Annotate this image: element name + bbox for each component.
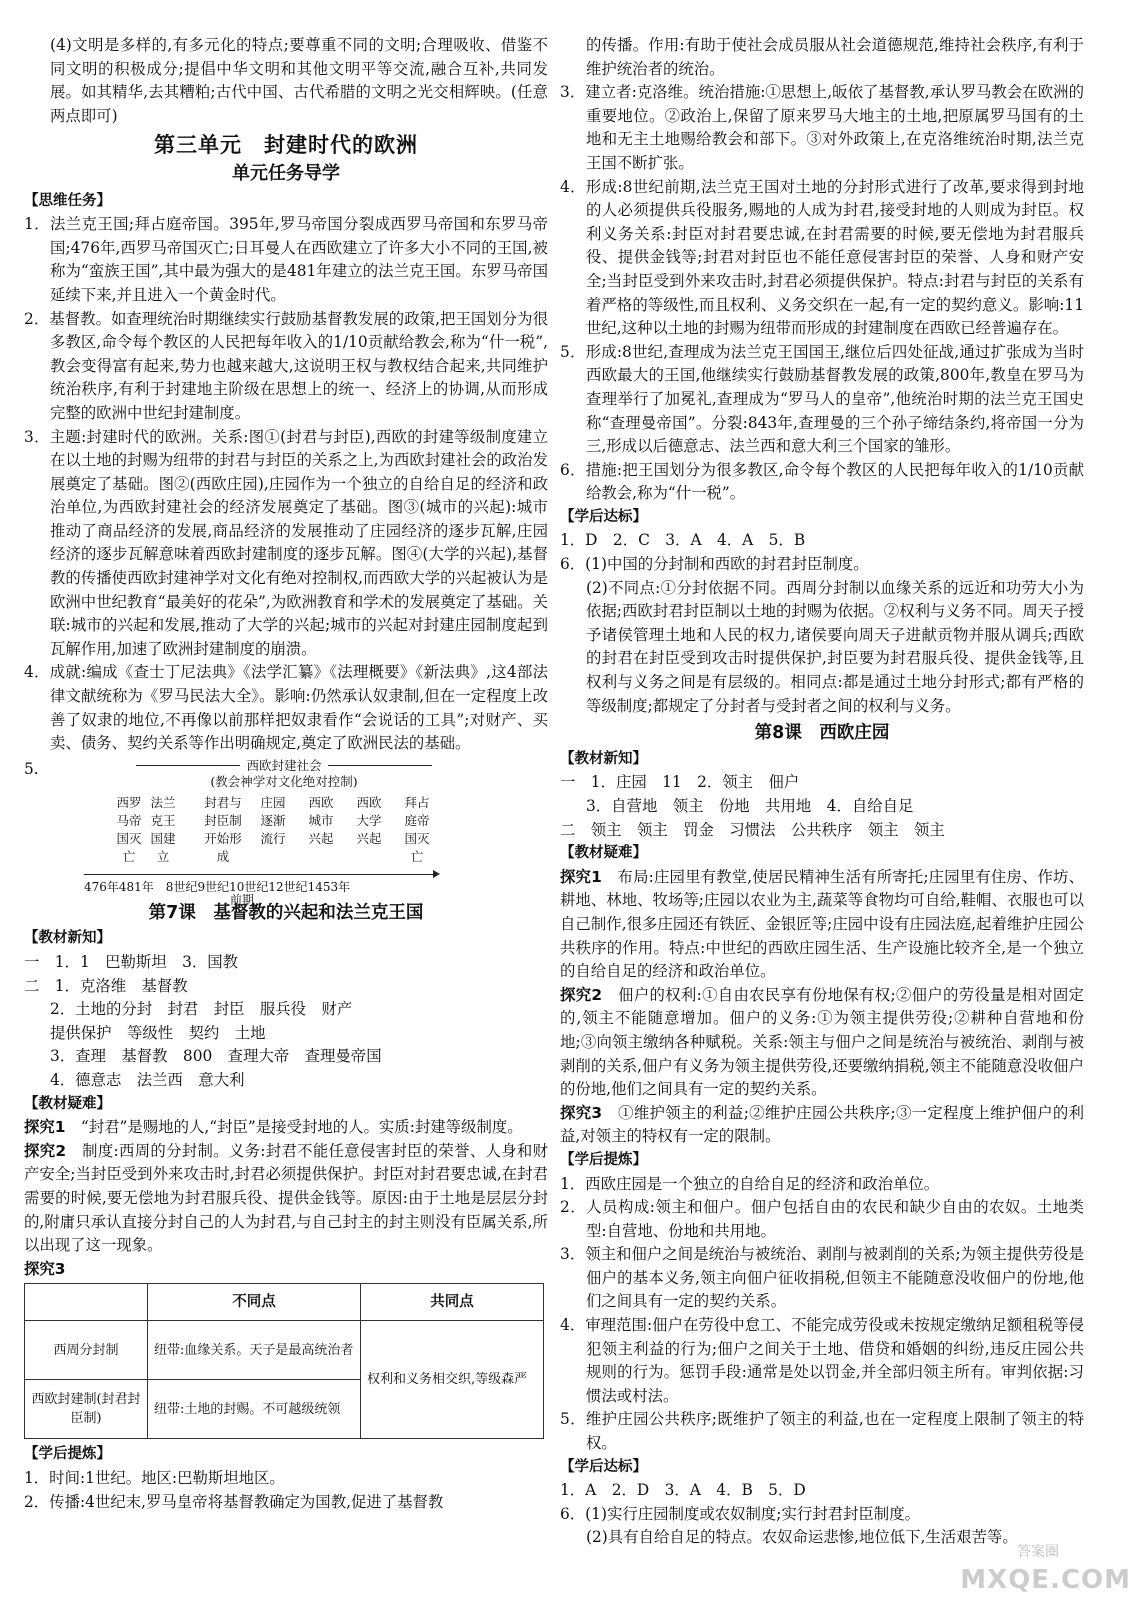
l7-explore-1 (24, 1116, 548, 1140)
l8-refine-item: 1．西欧庄园是一个独立的自给自足的经济和政治单位。 (560, 1174, 940, 1193)
think-item-3b: 3．建立者:克洛维。统治措施:①思想上,皈依了基督教,承认罗马教会在欧洲的重要地位。②政治上,保留了原来罗马大地主的土地,把原属罗马国有的土地和无主土地赐给教会和部下。③对外政策上,在克洛维统治时期,法兰克王国不断扩张。 (560, 83, 1084, 172)
explore-text: 佃户的权利:①自由农民享有份地保有权;②佃户的劳役量是相对固定的,领主不能随意增加。佃户的义务:①为领主提供劳役;②耕种自营地和份地;③向领主缴纳各种赋税。关系:领主与佃户之间是统治与被统治、剥削与被剥削的关系,佃户有义务为领主提供劳役,还要缴纳捐税,领主不能随意没收佃户的份地,他们之间具有一定的契约关系。 (560, 985, 1084, 1099)
timeline-events (114, 794, 432, 866)
target-line: 6．(1)中国的分封制和西欧的封君封臣制度。 (560, 555, 869, 574)
explore-label: 探究2 (560, 985, 603, 1004)
watermark-logo: 答案圈 (1017, 1544, 1059, 1560)
timeline-diagram (24, 757, 548, 907)
l7-explore-3-label: 探究3 (24, 1259, 66, 1278)
explore-label: 探究1 (560, 867, 602, 886)
timeline-event: 西欧城市兴起 (308, 794, 334, 846)
timeline-axis-sublabel: 前期 (230, 892, 255, 907)
l7-new-line: 4．德意志 法兰西 意大利 (50, 1070, 245, 1089)
unit-title: 第三单元 封建时代的欧洲 (154, 133, 418, 158)
target-line: (2)不同点:①分封依据不同。西周分封制以血缘关系的远近和功劳大小为依据;西欧封君封臣制以土地的封赐为依据。②权利与义务不同。周天子授予诸侯管理土地和人民的权力,诸侯要向周天子进献贡物并服从调兵;西欧的封君在封臣受到攻击时提供保护,封臣要为封君服兵役、提供金钱等,且权利与义务之间是有层级的。相同点:都是通过土地分封形式;都有严格的等级制度;都规定了分封者与受封者之间的权利与义务。 (586, 578, 1084, 715)
l7-refine-item: 2．传播:4世纪末,罗马皇帝将基督教确定为国教,促进了基督教 (24, 1492, 444, 1511)
timeline-event: 庄园逐渐流行 (260, 794, 286, 846)
table-cell-name: 西欧封建制(封君封臣制) (25, 1380, 148, 1439)
target2-line: (2)具有自给自足的特点。农奴命运悲惨,地位低下,生活艰苦等。 (586, 1528, 1018, 1547)
timeline-event: 拜占庭帝国灭亡 (404, 794, 430, 864)
l7-new-line: 一 1．1 巴勒斯坦 3．国教 (24, 953, 239, 971)
section-refine: 【学后提炼】 (24, 1446, 111, 1463)
section-target: 【学后达标】 (560, 1458, 647, 1475)
section-new-knowledge: 【教材新知】 (560, 750, 647, 767)
section-think-task: 【思维任务】 (24, 192, 111, 209)
timeline-event: 法兰克王国建立 (150, 794, 176, 864)
timeline-span-label (136, 758, 432, 790)
lesson7-title: 第7课 基督教的兴起和法兰克王国 (148, 902, 424, 923)
l8-explore-1 (560, 866, 1084, 984)
l8-refine-item: 2．人员构成:领主和佃户。佃户包括自由的农民和缺少自由的农奴。土地类型:自营地、份地和共用地。 (560, 1198, 1084, 1240)
l8-refine-item: 5．维护庄园公共秩序;既维护了领主的利益,也在一定程度上限制了领主的特权。 (560, 1410, 1084, 1453)
table-cell-name: 西周分封制 (25, 1321, 148, 1380)
l7-refine-item: 1．时间:1世纪。地区:巴勒斯坦地区。 (24, 1468, 285, 1487)
continued-paragraph: 的传播。作用:有助于使社会成员服从社会道德规范,维持社会秩序,有利于维护统治者的统治。 (586, 36, 1084, 78)
think-item-6b: 6．措施:把王国划分为很多教区,命令每个教区的人民把每年收入的1/10贡献给教会,称为“什一税”。 (560, 460, 1084, 503)
section-new-knowledge: 【教材新知】 (24, 930, 111, 947)
l7-new-line: 3．查理 基督教 800 查理大帝 查理曼帝国 (50, 1047, 382, 1066)
explore-label: 探究3 (560, 1103, 603, 1122)
lesson8-title: 第8课 西欧庄园 (754, 723, 890, 744)
explore-text: “封君”是赐地的人,“封臣”是接受封地的人。实质:封建等级制度。 (80, 1118, 523, 1137)
explore-text: 布局:庄园里有教堂,使居民精神生活有所寄托;庄园里有住房、作坊、耕地、林地、牧场等;庄园以农业为主,蔬菜等食物均可自给,鞋帽、衣服也可以自己制作,很多庄园还有铁匠、金银匠等;庄园中设有庄园法庭,起着维护庄园公共秩序的作用。特点:中世纪的西欧庄园生活、生产设施比较齐全,是一个独立的自给自足的经济和政治单位。 (560, 867, 1084, 981)
timeline-axis (84, 874, 434, 875)
think-item-3: 3．主题:封建时代的欧洲。关系:图①(封君与封臣),西欧的封建等级制度建立在以土地的封赐为纽带的封君与封臣的关系之上,为西欧封建社会的政治发展奠定了基础。图②(西欧庄园),庄园作为一个独立的自给自足的经济和政治单位,为西欧封建社会的经济发展奠定了基础。图③(城市的兴起):城市推动了商品经济的发展,商品经济的发展推动了庄园经济的逐步瓦解,庄园经济的逐步瓦解意味着西欧封建制度的逐步瓦解。图④(大学的兴起),基督教的传播使西欧封建神学对文化有绝对控制权,而西欧大学的兴起被认为是欧洲中世纪教育“最美好的花朵”,为欧洲教育和学术的发展奠定了基础。关联:城市的兴起和发展,推动了大学的兴起;城市的兴起对封建庄园制度起到瓦解作用,加速了欧洲封建制度的崩溃。 (24, 427, 548, 658)
l7-new-line: 二 1．克洛维 基督教 (24, 976, 188, 995)
think-item-4: 4．成就:编成《查士丁尼法典》《法学汇纂》《法理概要》《新法典》,这4部法律文献统称为《罗马民法大全》。影响:仍然承认奴隶制,但在一定程度上改善了奴隶的地位,不再像以前那样把奴隶看作“会说话的工具”;对财产、买卖、债务、契约关系等作出明确规定,奠定了欧洲民法的基础。 (24, 663, 548, 753)
intro-paragraph: (4)文明是多样的,有多元化的特点;要尊重不同的文明;合理吸收、借鉴不同文明的积极成分;提倡中华文明和其他文明平等交流,融合互补,共同发展。如其精华,去其糟粕;古代中国、古代希腊的文明之光交相辉映。(任意两点即可) (50, 36, 548, 125)
think-item-1: 1．法兰克王国;拜占庭帝国。395年,罗马帝国分裂成西罗马帝国和东罗马帝国;476年,西罗马帝国灭亡;日耳曼人在西欧建立了许多大小不同的王国,被称为“蛮族王国”,其中最为强大的是481年建立的法兰克王国。东罗马帝国延续下来,并且进入一个黄金时代。 (24, 215, 548, 304)
left-column (24, 34, 548, 1514)
l8-refine-item: 3．领主和佃户之间是统治与被统治、剥削与被剥削的关系;为领主提供劳役是佃户的基本义务,领主向佃户征收捐税,但领主不能随意没收佃户的份地,他们之间具有一定的契约关系。 (560, 1245, 1084, 1311)
timeline-event: 西欧大学兴起 (356, 794, 382, 846)
timeline-event: 西罗马帝国灭亡 (116, 794, 142, 864)
l7-new-line: 提供保护 等级性 契约 土地 (50, 1023, 266, 1042)
table-cell-same: 权利和义务相交织,等级森严 (361, 1321, 544, 1439)
timeline-span-note: (教会神学对文化绝对控制) (210, 773, 358, 789)
l8-new-line: 3．自营地 领主 份地 共用地 4．自给自足 (586, 797, 914, 815)
table-cell-diff: 纽带:血缘关系。天子是最高统治者 (148, 1321, 361, 1380)
watermark-text: MXQE.COM (960, 1565, 1131, 1595)
target2-line: 1．A 2．D 3．A 4．B 5．D (560, 1481, 806, 1500)
section-refine: 【学后提炼】 (560, 1151, 647, 1168)
right-column (560, 34, 1084, 1550)
table-header-row (25, 1284, 544, 1321)
timeline-axis-labels: 476年481年 8世纪9世纪10世纪12世纪1453年 (84, 879, 351, 894)
timeline-number: 5. (24, 759, 39, 778)
table-header-empty (25, 1284, 148, 1321)
section-target: 【学后达标】 (560, 508, 647, 525)
think-item-4b: 4．形成:8世纪前期,法兰克王国对土地的分封形式进行了改革,要求得到封地的人必须提供兵役服务,赐地的人成为封君,接受封地的人则成为封臣。权利义务关系:封臣对封君要忠诚,在封君需要的时候,要无偿地为封君服兵役、提供金钱等;封君对封臣也不能任意侵害封臣的荣誉、人身和财产安全;当封臣受到外来攻击时,封君必须提供保护。特点:封君与封臣的关系有着严格的等级性,而且权利、义务交织在一起,有一定的契约意义。影响:11世纪,这种以土地的封赐为纽带而形成的封建制度在西欧已经普遍存在。 (560, 177, 1084, 338)
l8-new-line: 二 领主 领主 罚金 习惯法 公共秩序 领主 领主 (560, 820, 945, 839)
l8-explore-3 (560, 1102, 1084, 1149)
table-header-same: 共同点 (361, 1284, 544, 1321)
table-row (25, 1321, 544, 1380)
explore-label: 探究2 (24, 1141, 67, 1160)
think-item-2: 2．基督教。如查理统治时期继续实行鼓励基督教发展的政策,把王国划分为很多教区,命令每个教区的人民把每年收入的1/10贡献给教会,称为“什一税”,教会变得富有起来,势力也越来越大,这说明王权与教权结合起来,共同维护统治秩序,有利于封建地主阶级在思想上的统一、经济上的协调,从而形成完整的欧洲中世纪封建制度。 (24, 309, 548, 422)
table-header-diff: 不同点 (148, 1284, 361, 1321)
explore-label: 探究1 (24, 1118, 66, 1137)
explore-text: ①维护领主的利益;②维护庄园公共秩序;③一定程度上维护佃户的利益,对领主的特权有一定的限制。 (560, 1103, 1084, 1146)
table-cell-diff: 纽带:土地的封赐。不可越级统领 (148, 1380, 361, 1439)
explore-text: 制度:西周的分封制。义务:封君不能任意侵害封臣的荣誉、人身和财产安全;当封臣受到外来攻击时,封君必须提供保护。封臣对封君要忠诚,在封君需要的时候,要无偿地为封君服兵役、提供金钱等。原因:由于土地是层层分封的,附庸只承认直接分封自己的人为封君,与自己封主的封主则没有臣属关系,所以出现了这一现象。 (24, 1141, 548, 1255)
l8-new-line: 一 1．庄园 11 2．领主 佃户 (560, 773, 800, 792)
timeline-event: 封君与封臣制开始形成 (204, 794, 242, 864)
l7-explore-2 (24, 1140, 548, 1258)
unit-subtitle: 单元任务导学 (232, 162, 340, 184)
section-difficult: 【教材疑难】 (24, 1095, 111, 1112)
target-line: 1．D 2．C 3．A 4．A 5．B (560, 531, 806, 550)
comparison-table (24, 1283, 544, 1439)
target2-line: 6．(1)实行庄园制度或农奴制度;实行封君封臣制度。 (560, 1504, 920, 1523)
l7-new-line: 2．土地的分封 封君 封臣 服兵役 财产 (50, 1000, 353, 1019)
think-item-5b: 5．形成:8世纪,查理成为法兰克王国国王,继位后四处征战,通过扩张成为当时西欧最大的王国,他继续实行鼓励基督教发展的政策,800年,教皇在罗马为查理举行了加冕礼,查理成为“罗马人的皇帝”,他统治时期的法兰克王国史称“查理曼帝国”。分裂:843年,查理曼的三个孙子缔结条约,将帝国一分为三,形成以后德意志、法兰西和意大利三个国家的雏形。 (560, 342, 1084, 456)
section-difficult: 【教材疑难】 (560, 845, 647, 862)
l8-refine-item: 4．审理范围:佃户在劳役中怠工、不能完成劳役或未按规定缴纳足额租税等侵犯领主利益的行为;佃户之间关于土地、借贷和婚姻的纠纷,违反庄园公共规则的行为。惩罚手段:通常是处以罚金,并全部归领主所有。审判依据:习惯法或村法。 (560, 1316, 1084, 1405)
timeline-span-title: 西欧封建社会 (240, 758, 327, 774)
l8-explore-2 (560, 984, 1084, 1102)
